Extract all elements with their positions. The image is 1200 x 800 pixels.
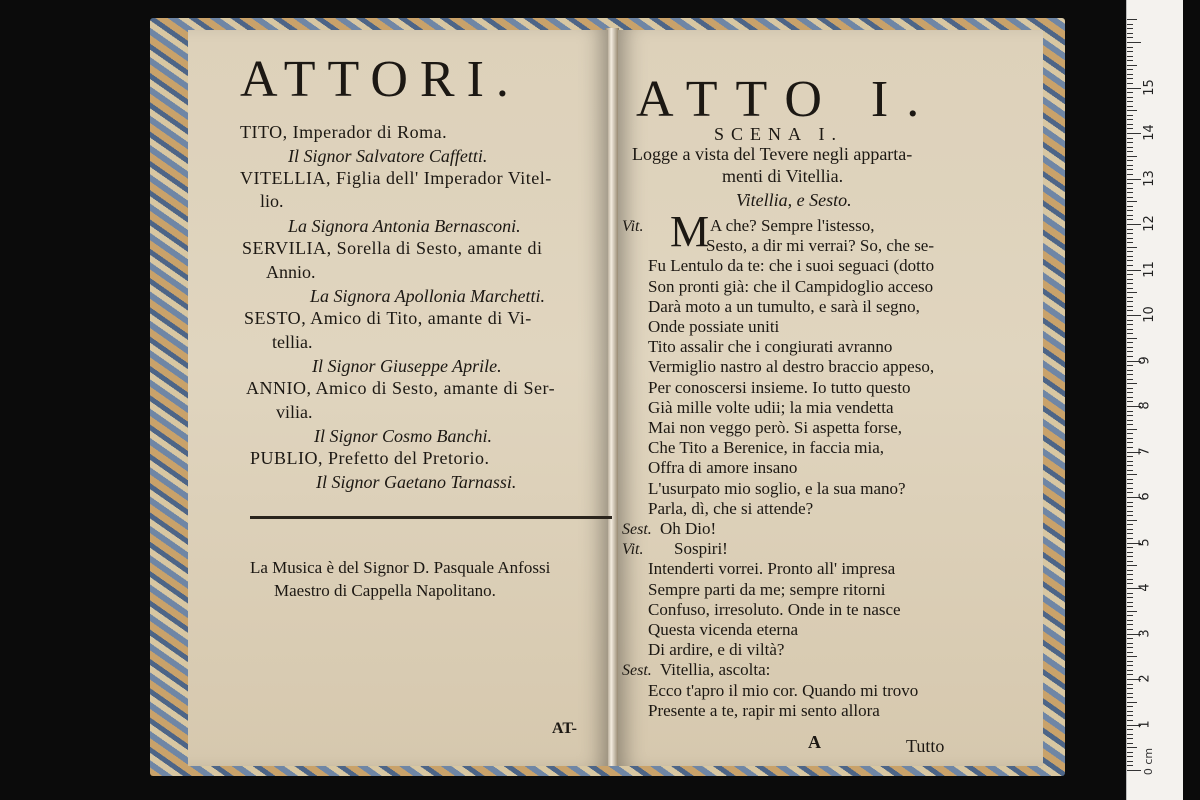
- ruler-tick: [1127, 88, 1141, 89]
- ruler-tick: [1127, 151, 1133, 152]
- ruler-tick: [1127, 233, 1133, 234]
- ruler-tick: [1127, 24, 1133, 25]
- ruler-number: 13: [1141, 169, 1157, 187]
- ruler-number: 12: [1141, 215, 1157, 232]
- ruler-tick: [1127, 734, 1133, 735]
- ruler-tick: [1127, 602, 1133, 603]
- ruler-tick: [1127, 115, 1133, 116]
- dialogue-line: Che Tito a Berenice, in faccia mia,: [648, 438, 885, 458]
- music-credit-line-1: La Musica è del Signor D. Pasquale Anfossi: [250, 558, 551, 577]
- ruler-tick: [1127, 383, 1137, 384]
- ruler-tick: [1127, 374, 1133, 375]
- ruler-tick: [1127, 315, 1141, 316]
- ruler-tick: [1127, 665, 1133, 666]
- scene-heading: SCENA I.: [714, 124, 844, 144]
- ruler-tick: [1127, 28, 1133, 29]
- ruler-number: 7: [1137, 446, 1153, 456]
- ruler-tick: [1127, 747, 1137, 748]
- speaker-label: Vit.: [622, 541, 644, 559]
- cast-role-vitellia: VITELLIA, Figlia dell' Imperador Vitel-: [240, 168, 552, 188]
- ruler-tick: [1127, 351, 1133, 352]
- dialogue-line: Sempre parti da me; sempre ritorni: [648, 579, 886, 599]
- right-page-title: ATTO I.: [636, 71, 938, 128]
- ruler-tick: [1127, 42, 1141, 43]
- ruler-tick: [1127, 415, 1133, 416]
- ruler-tick: [1127, 502, 1133, 503]
- cast-actor-servilia: La Signora Apollonia Marchetti.: [310, 286, 546, 306]
- ruler-number: 9: [1137, 355, 1153, 365]
- cast-actor-tito: Il Signor Salvatore Caffetti.: [288, 146, 488, 166]
- ruler-tick: [1127, 297, 1133, 298]
- ruler-tick: [1127, 47, 1133, 48]
- ruler-tick: [1127, 69, 1133, 70]
- ruler-tick: [1127, 429, 1137, 430]
- ruler-tick: [1127, 201, 1137, 202]
- ruler-tick: [1127, 756, 1133, 757]
- speaker-label: Sest.: [622, 521, 652, 538]
- ruler-tick: [1127, 561, 1133, 562]
- cast-role-tito: TITO, Imperador di Roma.: [240, 122, 448, 142]
- ruler-tick: [1127, 693, 1133, 694]
- ruler-tick: [1127, 306, 1133, 307]
- ruler-tick: [1127, 520, 1137, 521]
- dialogue-line: Presente a te, rapir mi sento allora: [648, 700, 880, 720]
- ruler-number: 14: [1141, 124, 1157, 141]
- ruler-tick: [1127, 128, 1133, 129]
- scene-setting-line-2: menti di Vitellia.: [722, 166, 844, 186]
- ruler-tick: [1127, 447, 1133, 448]
- ruler-tick: [1127, 279, 1133, 280]
- dialogue-line: Vitellia, ascolta:: [660, 660, 771, 680]
- ruler-tick: [1127, 388, 1133, 389]
- ruler-tick: [1127, 474, 1137, 475]
- ruler-tick: [1127, 456, 1133, 457]
- ruler-tick: [1127, 270, 1141, 271]
- signature-mark: A: [808, 732, 821, 752]
- ruler-tick: [1127, 56, 1133, 57]
- cast-actor-sesto: Il Signor Giuseppe Aprile.: [312, 356, 502, 376]
- left-page-title: ATTORI.: [240, 51, 521, 108]
- ruler-tick: [1127, 320, 1133, 321]
- ruler-number: 10: [1141, 306, 1157, 323]
- ruler-tick: [1127, 715, 1133, 716]
- ruler-tick: [1127, 620, 1133, 621]
- ruler-tick: [1127, 524, 1133, 525]
- ruler-tick: [1127, 106, 1133, 107]
- ruler-tick: [1127, 338, 1137, 339]
- ruler-tick: [1127, 210, 1133, 211]
- dialogue-line: Di ardire, e di viltà?: [648, 640, 785, 660]
- ruler-tick: [1127, 60, 1133, 61]
- ruler-tick: [1127, 310, 1133, 311]
- ruler-tick: [1127, 370, 1133, 371]
- ruler-tick: [1127, 583, 1133, 584]
- dialogue-line: Darà moto a un tumulto, e sarà il segno,: [648, 296, 920, 316]
- dialogue-line: Confuso, irresoluto. Onde in te nasce: [648, 599, 901, 619]
- cast-role-annio: ANNIO, Amico di Sesto, amante di Ser-: [246, 378, 556, 398]
- ruler-tick: [1127, 570, 1133, 571]
- ruler-tick: [1127, 251, 1133, 252]
- ruler-tick: [1127, 292, 1137, 293]
- ruler-tick: [1127, 119, 1133, 120]
- ruler-tick: [1127, 347, 1133, 348]
- dialogue-line: Vermiglio nastro al destro braccio appeso,: [648, 357, 935, 377]
- ruler-tick: [1127, 133, 1141, 134]
- ruler-tick: [1127, 670, 1133, 671]
- ruler-tick: [1127, 615, 1133, 616]
- ruler-tick: [1127, 470, 1133, 471]
- dialogue-line: A che? Sempre l'istesso,: [710, 216, 875, 235]
- left-page: [188, 30, 608, 766]
- ruler-tick: [1127, 752, 1133, 753]
- ruler-tick: [1127, 565, 1137, 566]
- speaker-label: Sest.: [622, 662, 652, 680]
- ruler-tick: [1127, 379, 1133, 380]
- dialogue-line: Tito assalir che i congiurati avranno: [648, 337, 893, 357]
- right-catchword: Tutto: [906, 736, 945, 756]
- ruler-tick: [1127, 288, 1133, 289]
- ruler-tick: [1127, 169, 1133, 170]
- dialogue-line: Offra di amore insano: [648, 458, 798, 478]
- cast-actor-publio: Il Signor Gaetano Tarnassi.: [316, 472, 517, 492]
- ruler-number: 2: [1137, 674, 1153, 683]
- ruler-tick: [1127, 329, 1133, 330]
- ruler-tick: [1127, 433, 1133, 434]
- ruler-number: 5: [1137, 537, 1153, 547]
- ruler-tick: [1127, 19, 1137, 20]
- cast-role-sesto: SESTO, Amico di Tito, amante di Vi-: [244, 308, 532, 328]
- ruler-number: 15: [1141, 78, 1157, 96]
- ruler-tick: [1127, 274, 1133, 275]
- cast-desc-annio-cont: vilia.: [276, 402, 313, 422]
- cast-desc-vitellia-cont: lio.: [260, 191, 284, 211]
- decorative-rule: [250, 516, 612, 519]
- ruler-tick: [1127, 33, 1133, 34]
- dialogue-line: L'usurpato mio soglio, e la sua mano?: [648, 478, 906, 498]
- ruler-tick: [1127, 597, 1133, 598]
- ruler-tick: [1127, 579, 1133, 580]
- ruler-tick: [1127, 397, 1133, 398]
- dialogue-line: Parla, dì, che si attende?: [648, 498, 814, 518]
- left-catchword: AT-: [552, 720, 577, 737]
- ruler-tick: [1127, 179, 1141, 180]
- ruler-tick: [1127, 706, 1133, 707]
- ruler-number: 3: [1137, 628, 1153, 638]
- dialogue-line: Questa vicenda eterna: [648, 620, 799, 639]
- scene-setting-line-1: Logge a vista del Tevere negli apparta-: [632, 144, 913, 164]
- ruler-tick: [1127, 333, 1133, 334]
- ruler-tick: [1127, 256, 1133, 257]
- ruler-tick: [1127, 156, 1137, 157]
- ruler-tick: [1127, 743, 1133, 744]
- ruler-tick: [1127, 424, 1133, 425]
- ruler-tick: [1127, 142, 1133, 143]
- ruler-tick: [1127, 624, 1133, 625]
- ruler-tick: [1127, 356, 1133, 357]
- ruler-tick: [1127, 365, 1133, 366]
- dialogue-line: Mai non veggo però. Si aspetta forse,: [648, 418, 902, 437]
- ruler-tick: [1127, 629, 1133, 630]
- ruler-tick: [1127, 638, 1133, 639]
- ruler-tick: [1127, 492, 1133, 493]
- ruler-tick: [1127, 92, 1133, 93]
- ruler-tick: [1127, 420, 1133, 421]
- ruler-tick: [1127, 138, 1133, 139]
- drop-cap: M: [670, 207, 710, 256]
- ruler-tick: [1127, 229, 1133, 230]
- dialogue-block: [618, 30, 1043, 766]
- dialogue-line: Oh Dio!: [660, 519, 717, 538]
- right-page: [618, 30, 1043, 766]
- cast-role-servilia: SERVILIA, Sorella di Sesto, amante di: [242, 238, 543, 258]
- ruler-tick: [1127, 324, 1133, 325]
- ruler-tick: [1127, 688, 1133, 689]
- ruler-number: 8: [1137, 401, 1153, 410]
- ruler-tick: [1127, 260, 1133, 261]
- ruler-tick: [1127, 643, 1133, 644]
- cast-actor-annio: Il Signor Cosmo Banchi.: [314, 426, 492, 446]
- speaker-label: Vit.: [622, 218, 644, 235]
- ruler-tick: [1127, 197, 1133, 198]
- ruler-tick: [1127, 224, 1141, 225]
- ruler-tick: [1127, 174, 1133, 175]
- ruler-tick: [1127, 219, 1133, 220]
- ruler-tick: [1127, 729, 1133, 730]
- ruler-tick: [1127, 65, 1137, 66]
- cast-role-publio: PUBLIO, Prefetto del Pretorio.: [250, 448, 490, 468]
- ruler-tick: [1127, 183, 1133, 184]
- ruler-tick: [1127, 160, 1133, 161]
- ruler-tick: [1127, 147, 1133, 148]
- dialogue-line: Ecco t'apro il mio cor. Quando mi trovo: [648, 680, 919, 700]
- ruler-tick: [1127, 538, 1133, 539]
- dialogue-line: Per conoscersi insieme. Io tutto questo: [648, 377, 911, 397]
- ruler-tick: [1127, 765, 1133, 766]
- ruler-tick: [1127, 611, 1137, 612]
- ruler-tick: [1127, 529, 1133, 530]
- ruler-tick: [1127, 206, 1133, 207]
- ruler-tick: [1127, 647, 1133, 648]
- ruler-tick: [1127, 411, 1133, 412]
- ruler-tick: [1127, 711, 1133, 712]
- ruler-tick: [1127, 192, 1133, 193]
- ruler-tick: [1127, 110, 1137, 111]
- ruler-tick: [1127, 656, 1137, 657]
- ruler-tick: [1127, 37, 1133, 38]
- ruler-tick: [1127, 101, 1133, 102]
- ruler-tick: [1127, 770, 1141, 771]
- ruler-tick: [1127, 215, 1133, 216]
- ruler-tick: [1127, 593, 1133, 594]
- ruler-tick: [1127, 342, 1133, 343]
- ruler-tick: [1127, 761, 1133, 762]
- ruler-tick: [1127, 438, 1133, 439]
- ruler-tick: [1127, 74, 1133, 75]
- ruler-tick: [1127, 674, 1133, 675]
- ruler-tick: [1127, 552, 1133, 553]
- ruler-tick: [1127, 738, 1133, 739]
- ruler-number: 11: [1141, 260, 1157, 278]
- ruler-tick: [1127, 165, 1133, 166]
- ruler-tick: [1127, 533, 1133, 534]
- ruler-tick: [1127, 547, 1133, 548]
- ruler-tick: [1127, 265, 1133, 266]
- ruler-tick: [1127, 247, 1137, 248]
- dialogue-line: Fu Lentulo da te: che i suoi seguaci (dotto: [648, 256, 935, 276]
- ruler-tick: [1127, 401, 1133, 402]
- ruler-tick: [1127, 461, 1133, 462]
- cast-actor-vitellia: La Signora Antonia Bernasconi.: [288, 216, 521, 236]
- ruler-tick: [1127, 78, 1133, 79]
- music-credit-line-2: Maestro di Cappella Napolitano.: [274, 581, 496, 600]
- dialogue-line: Già mille volte udii; la mia vendetta: [648, 397, 894, 417]
- dialogue-line: Son pronti già: che il Campidoglio acceso: [648, 276, 934, 296]
- ruler-tick: [1127, 442, 1133, 443]
- ruler-tick: [1127, 506, 1133, 507]
- dialogue-line: Onde possiate uniti: [648, 317, 780, 336]
- ruler-tick: [1127, 684, 1133, 685]
- ruler-tick: [1127, 652, 1133, 653]
- ruler-tick: [1127, 301, 1133, 302]
- ruler-number: 6: [1137, 492, 1153, 501]
- scene-characters: Vitellia, e Sesto.: [736, 190, 852, 210]
- ruler-number: 1: [1137, 719, 1153, 729]
- ruler-tick: [1127, 51, 1133, 52]
- dialogue-line: Sospiri!: [674, 539, 728, 559]
- ruler-tick: [1127, 702, 1137, 703]
- ruler-tick: [1127, 720, 1133, 721]
- ruler-tick: [1127, 83, 1133, 84]
- dialogue-line: Sesto, a dir mi verrai? So, che se-: [706, 236, 935, 256]
- ruler-tick: [1127, 283, 1133, 284]
- ruler-tick: [1127, 483, 1133, 484]
- ruler-unit-label: 0 cm: [1142, 747, 1156, 776]
- cast-desc-sesto-cont: tellia.: [272, 332, 313, 352]
- measurement-ruler: [1126, 0, 1183, 800]
- ruler-tick: [1127, 242, 1133, 243]
- ruler-tick: [1127, 574, 1133, 575]
- ruler-tick: [1127, 465, 1133, 466]
- dialogue-line: Intenderti vorrei. Pronto all' impresa: [648, 559, 896, 579]
- ruler-tick: [1127, 511, 1133, 512]
- ruler-tick: [1127, 556, 1133, 557]
- cast-desc-servilia-cont: Annio.: [266, 262, 316, 282]
- ruler-number: 4: [1137, 583, 1153, 592]
- ruler-tick: [1127, 188, 1133, 189]
- ruler-tick: [1127, 488, 1133, 489]
- ruler-tick: [1127, 479, 1133, 480]
- ruler-tick: [1127, 238, 1133, 239]
- ruler-tick: [1127, 392, 1133, 393]
- ruler-tick: [1127, 606, 1133, 607]
- ruler-tick: [1127, 697, 1133, 698]
- ruler-tick: [1127, 661, 1133, 662]
- ruler-tick: [1127, 124, 1133, 125]
- ruler-tick: [1127, 97, 1133, 98]
- ruler-tick: [1127, 515, 1133, 516]
